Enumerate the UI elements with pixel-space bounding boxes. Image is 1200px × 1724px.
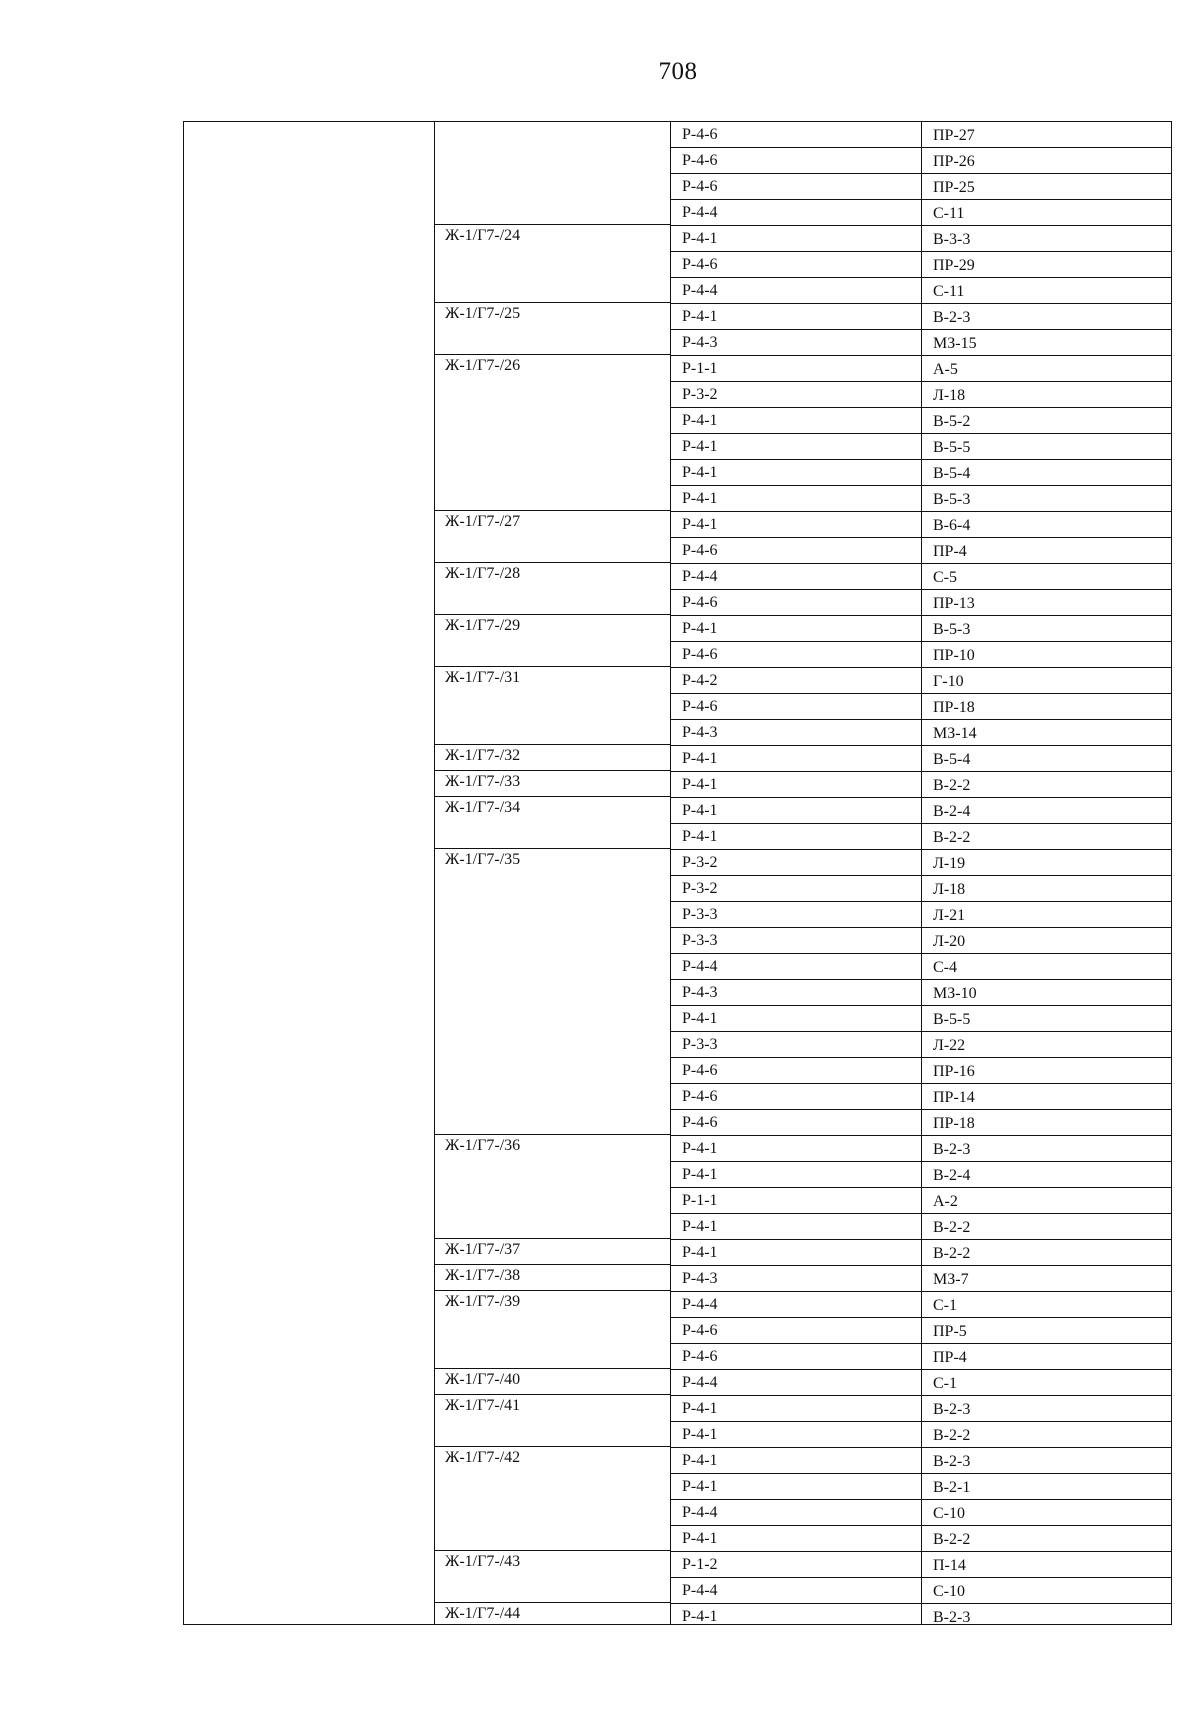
table-cell-code: Р-3-3 (682, 906, 718, 923)
row-divider (670, 381, 1172, 382)
table-cell-code: Р-4-3 (682, 724, 718, 741)
group-label: Ж-1/Г7-/40 (445, 1371, 521, 1388)
table-cell-code: Р-4-4 (682, 958, 718, 975)
table-cell-code: Р-4-6 (682, 1062, 718, 1079)
group-divider (434, 354, 670, 355)
row-divider (670, 537, 1172, 538)
group-label: Ж-1/Г7-/42 (445, 1449, 521, 1466)
table-cell-code: Р-3-3 (682, 1036, 718, 1053)
table-cell-ref: В-2-3 (933, 1141, 971, 1158)
table-cell-ref: МЗ-14 (933, 725, 977, 742)
table-cell-code: Р-4-1 (682, 1218, 718, 1235)
table-cell-ref: В-2-2 (933, 1427, 971, 1444)
group-divider (434, 1550, 670, 1551)
table-cell-code: Р-4-4 (682, 282, 718, 299)
row-divider (670, 277, 1172, 278)
table-cell-ref: МЗ-10 (933, 985, 977, 1002)
group-label: Ж-1/Г7-/38 (445, 1267, 521, 1284)
group-divider (434, 744, 670, 745)
table-cell-code: Р-4-4 (682, 1504, 718, 1521)
row-divider (670, 1187, 1172, 1188)
table-cell-code: Р-1-1 (682, 1192, 718, 1209)
table-cell-ref: ПР-16 (933, 1063, 975, 1080)
table-top-border (183, 121, 1172, 122)
table-cell-ref: ПР-4 (933, 543, 967, 560)
table-cell-ref: С-10 (933, 1583, 965, 1600)
table-cell-ref: В-2-2 (933, 829, 971, 846)
group-divider (434, 796, 670, 797)
table-cell-ref: В-5-3 (933, 621, 971, 638)
table-cell-ref: ПР-4 (933, 1349, 967, 1366)
table-cell-code: Р-4-1 (682, 1530, 718, 1547)
table-cell-ref: ПР-5 (933, 1323, 967, 1340)
row-divider (670, 485, 1172, 486)
page-number: 708 (658, 58, 698, 85)
table-cell-ref: Л-18 (933, 387, 966, 404)
table-cell-code: Р-4-1 (682, 802, 718, 819)
row-divider (670, 953, 1172, 954)
table-cell-ref: В-2-3 (933, 1401, 971, 1418)
row-divider (670, 1343, 1172, 1344)
table-cell-ref: В-2-2 (933, 1531, 971, 1548)
table-cell-code: Р-4-1 (682, 1608, 718, 1625)
table-cell-ref: В-5-4 (933, 465, 971, 482)
table-cell-code: Р-4-4 (682, 1582, 718, 1599)
table-cell-ref: ПР-14 (933, 1089, 975, 1106)
row-divider (670, 1265, 1172, 1266)
table-cell-ref: С-1 (933, 1375, 957, 1392)
table-cell-code: Р-4-1 (682, 620, 718, 637)
table-cell-code: Р-4-2 (682, 672, 718, 689)
group-divider (434, 302, 670, 303)
table-cell-code: Р-4-1 (682, 750, 718, 767)
table-cell-code: Р-4-6 (682, 594, 718, 611)
group-label: Ж-1/Г7-/35 (445, 851, 521, 868)
table-cell-code: Р-4-1 (682, 828, 718, 845)
row-divider (670, 641, 1172, 642)
row-divider (670, 1031, 1172, 1032)
column-border (183, 121, 184, 1625)
row-divider (670, 1421, 1172, 1422)
table-cell-code: Р-4-1 (682, 1140, 718, 1157)
group-label: Ж-1/Г7-/41 (445, 1397, 521, 1414)
row-divider (670, 1499, 1172, 1500)
table-cell-ref: ПР-27 (933, 127, 975, 144)
group-label: Ж-1/Г7-/37 (445, 1241, 521, 1258)
table-cell-ref: Г-10 (933, 673, 964, 690)
table-cell-ref: С-1 (933, 1297, 957, 1314)
group-divider (434, 848, 670, 849)
group-label: Ж-1/Г7-/33 (445, 773, 521, 790)
table-cell-ref: ПР-13 (933, 595, 975, 612)
row-divider (670, 459, 1172, 460)
row-divider (670, 693, 1172, 694)
table-cell-code: Р-4-6 (682, 1114, 718, 1131)
group-divider (434, 1602, 670, 1603)
table-cell-code: Р-4-1 (682, 1166, 718, 1183)
table-cell-ref: С-4 (933, 959, 957, 976)
row-divider (670, 979, 1172, 980)
group-label: Ж-1/Г7-/25 (445, 305, 521, 322)
table-cell-code: Р-3-2 (682, 386, 718, 403)
row-divider (670, 901, 1172, 902)
row-divider (670, 1395, 1172, 1396)
table-cell-code: Р-4-1 (682, 464, 718, 481)
table-cell-code: Р-4-1 (682, 1010, 718, 1027)
group-divider (434, 1368, 670, 1369)
group-divider (434, 1264, 670, 1265)
row-divider (670, 147, 1172, 148)
row-divider (670, 1577, 1172, 1578)
table-cell-ref: ПР-29 (933, 257, 975, 274)
table-cell-ref: В-5-3 (933, 491, 971, 508)
table-cell-code: Р-4-1 (682, 516, 718, 533)
row-divider (670, 797, 1172, 798)
table-cell-code: Р-4-1 (682, 1426, 718, 1443)
row-divider (670, 823, 1172, 824)
table-cell-ref: ПР-18 (933, 1115, 975, 1132)
row-divider (670, 1213, 1172, 1214)
row-divider (670, 849, 1172, 850)
row-divider (670, 511, 1172, 512)
table-cell-ref: С-5 (933, 569, 957, 586)
group-label: Ж-1/Г7-/34 (445, 799, 521, 816)
table-cell-ref: С-11 (933, 205, 965, 222)
table-cell-code: Р-4-1 (682, 776, 718, 793)
table-cell-code: Р-4-6 (682, 178, 718, 195)
table-cell-code: Р-4-6 (682, 152, 718, 169)
column-border (434, 121, 435, 1625)
row-divider (670, 927, 1172, 928)
row-divider (670, 407, 1172, 408)
row-divider (670, 225, 1172, 226)
group-divider (434, 1290, 670, 1291)
table-cell-ref: В-2-4 (933, 1167, 971, 1184)
table-cell-ref: В-6-4 (933, 517, 971, 534)
row-divider (670, 667, 1172, 668)
row-divider (670, 303, 1172, 304)
table-cell-code: Р-4-6 (682, 542, 718, 559)
group-label: Ж-1/Г7-/32 (445, 747, 521, 764)
table-cell-ref: В-2-2 (933, 777, 971, 794)
table-cell-code: Р-4-4 (682, 204, 718, 221)
table-cell-code: Р-4-6 (682, 1088, 718, 1105)
group-label: Ж-1/Г7-/28 (445, 565, 521, 582)
group-label: Ж-1/Г7-/27 (445, 513, 521, 530)
table-cell-code: Р-4-6 (682, 698, 718, 715)
table-cell-code: Р-4-1 (682, 1244, 718, 1261)
row-divider (670, 1239, 1172, 1240)
table-cell-ref: В-5-5 (933, 1011, 971, 1028)
table-cell-code: Р-4-3 (682, 334, 718, 351)
row-divider (670, 1525, 1172, 1526)
table-bottom-border (183, 1624, 1172, 1625)
table-cell-code: Р-4-1 (682, 490, 718, 507)
table-cell-code: Р-3-3 (682, 932, 718, 949)
table-cell-ref: ПР-25 (933, 179, 975, 196)
table-cell-code: Р-3-2 (682, 854, 718, 871)
group-label: Ж-1/Г7-/44 (445, 1605, 521, 1622)
table-cell-code: Р-4-1 (682, 308, 718, 325)
table-cell-code: Р-4-1 (682, 1452, 718, 1469)
row-divider (670, 1057, 1172, 1058)
table-cell-code: Р-3-2 (682, 880, 718, 897)
document-table (183, 121, 1172, 1625)
row-divider (670, 1109, 1172, 1110)
row-divider (670, 1135, 1172, 1136)
group-divider (434, 1238, 670, 1239)
table-cell-ref: В-2-3 (933, 1609, 971, 1626)
row-divider (670, 1473, 1172, 1474)
table-cell-code: Р-4-1 (682, 230, 718, 247)
table-cell-ref: МЗ-15 (933, 335, 977, 352)
table-cell-ref: В-2-2 (933, 1245, 971, 1262)
group-divider (434, 1446, 670, 1447)
row-divider (670, 251, 1172, 252)
group-divider (434, 770, 670, 771)
table-cell-code: Р-1-2 (682, 1556, 718, 1573)
table-cell-code: Р-4-3 (682, 984, 718, 1001)
table-cell-ref: С-10 (933, 1505, 965, 1522)
group-divider (434, 224, 670, 225)
group-label: Ж-1/Г7-/43 (445, 1553, 521, 1570)
table-cell-ref: С-11 (933, 283, 965, 300)
table-cell-code: Р-4-1 (682, 412, 718, 429)
table-cell-ref: Л-22 (933, 1037, 966, 1054)
row-divider (670, 1083, 1172, 1084)
table-cell-ref: ПР-18 (933, 699, 975, 716)
row-divider (670, 1161, 1172, 1162)
group-divider (434, 614, 670, 615)
table-cell-code: Р-4-6 (682, 1322, 718, 1339)
group-divider (434, 1134, 670, 1135)
row-divider (670, 329, 1172, 330)
row-divider (670, 1291, 1172, 1292)
column-border (670, 121, 671, 1625)
group-label: Ж-1/Г7-/39 (445, 1293, 521, 1310)
table-cell-ref: В-3-3 (933, 231, 971, 248)
table-cell-code: Р-1-1 (682, 360, 718, 377)
row-divider (670, 355, 1172, 356)
group-divider (434, 510, 670, 511)
row-divider (670, 1603, 1172, 1604)
table-cell-ref: ПР-26 (933, 153, 975, 170)
row-divider (670, 1369, 1172, 1370)
table-cell-code: Р-4-1 (682, 1400, 718, 1417)
group-label: Ж-1/Г7-/31 (445, 669, 521, 686)
group-divider (434, 666, 670, 667)
table-cell-ref: Л-21 (933, 907, 966, 924)
table-cell-code: Р-4-4 (682, 1374, 718, 1391)
row-divider (670, 433, 1172, 434)
table-cell-code: Р-4-1 (682, 1478, 718, 1495)
table-cell-code: Р-4-4 (682, 568, 718, 585)
table-cell-ref: В-2-3 (933, 1453, 971, 1470)
row-divider (670, 1551, 1172, 1552)
table-cell-ref: В-2-1 (933, 1479, 971, 1496)
group-label: Ж-1/Г7-/24 (445, 227, 521, 244)
row-divider (670, 1447, 1172, 1448)
table-cell-code: Р-4-4 (682, 1296, 718, 1313)
group-label: Ж-1/Г7-/26 (445, 357, 521, 374)
row-divider (670, 615, 1172, 616)
row-divider (670, 719, 1172, 720)
table-cell-ref: МЗ-7 (933, 1271, 969, 1288)
row-divider (670, 173, 1172, 174)
table-cell-code: Р-4-6 (682, 1348, 718, 1365)
table-cell-ref: В-5-4 (933, 751, 971, 768)
table-cell-ref: В-2-4 (933, 803, 971, 820)
row-divider (670, 875, 1172, 876)
table-cell-ref: В-2-3 (933, 309, 971, 326)
group-label: Ж-1/Г7-/29 (445, 617, 521, 634)
group-divider (434, 1394, 670, 1395)
row-divider (670, 771, 1172, 772)
row-divider (670, 589, 1172, 590)
table-cell-ref: Л-19 (933, 855, 966, 872)
table-cell-code: Р-4-6 (682, 256, 718, 273)
table-cell-ref: А-5 (933, 361, 958, 378)
table-cell-ref: В-2-2 (933, 1219, 971, 1236)
table-cell-ref: В-5-5 (933, 439, 971, 456)
group-divider (434, 562, 670, 563)
table-cell-ref: П-14 (933, 1557, 966, 1574)
row-divider (670, 1005, 1172, 1006)
table-cell-code: Р-4-3 (682, 1270, 718, 1287)
table-cell-code: Р-4-1 (682, 438, 718, 455)
column-border (921, 121, 922, 1625)
row-divider (670, 1317, 1172, 1318)
table-cell-ref: Л-18 (933, 881, 966, 898)
table-cell-ref: ПР-10 (933, 647, 975, 664)
table-cell-ref: Л-20 (933, 933, 966, 950)
table-cell-code: Р-4-6 (682, 126, 718, 143)
row-divider (670, 199, 1172, 200)
row-divider (670, 563, 1172, 564)
table-cell-ref: А-2 (933, 1193, 958, 1210)
row-divider (670, 745, 1172, 746)
group-label: Ж-1/Г7-/36 (445, 1137, 521, 1154)
column-border (1171, 121, 1172, 1625)
table-cell-code: Р-4-6 (682, 646, 718, 663)
table-cell-ref: В-5-2 (933, 413, 971, 430)
